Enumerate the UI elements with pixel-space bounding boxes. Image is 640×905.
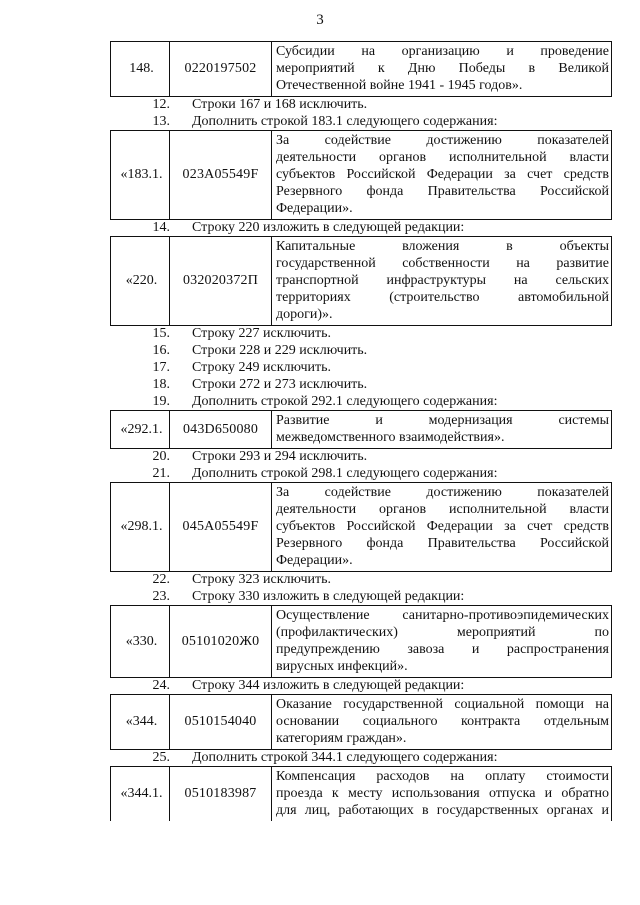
instruction-text: Строки 293 и 294 исключить. — [192, 449, 368, 464]
budget-code-cell: 0510183987 — [170, 767, 272, 821]
table-row — [110, 605, 612, 678]
budget-code-cell: 0220197502 — [170, 42, 272, 96]
instruction-number: 19. — [152, 394, 170, 409]
description-line: (профилактических) мероприятий по — [276, 625, 609, 640]
instruction-number: 16. — [152, 343, 170, 358]
instruction-text: Строку 227 исключить. — [192, 326, 332, 341]
description-line: Федерации». — [276, 201, 353, 216]
description-cell — [272, 42, 611, 96]
instruction-line — [110, 96, 612, 113]
description-line: деятельности органов исполнительной власти — [276, 502, 609, 517]
instruction-number: 13. — [152, 114, 170, 129]
instruction-number: 17. — [152, 360, 170, 375]
description-cell — [272, 411, 611, 448]
instruction-number: 21. — [152, 466, 170, 481]
description-line: Осуществление санитарно-противоэпидемических — [276, 608, 609, 623]
description-cell — [272, 767, 611, 821]
instruction-line — [110, 359, 612, 376]
description-line: деятельности органов исполнительной власти — [276, 150, 609, 165]
description-line: транспортной инфраструктуры на сельских — [276, 273, 609, 288]
instruction-line — [110, 219, 612, 236]
instruction-text: Дополнить строкой 292.1 следующего содержания: — [192, 394, 498, 409]
description-line: Федерации». — [276, 553, 353, 568]
table-row — [110, 766, 612, 821]
instruction-number: 14. — [152, 220, 170, 235]
description-line: межведомственного взаимодействия». — [276, 430, 505, 445]
description-cell — [272, 483, 611, 571]
instruction-line — [110, 749, 612, 766]
instruction-number: 20. — [152, 449, 170, 464]
instruction-number: 25. — [152, 750, 170, 765]
description-line: субъектов Российской Федерации за счет средств — [276, 519, 609, 534]
instruction-text: Дополнить строкой 344.1 следующего содержания: — [192, 750, 498, 765]
instruction-text: Строку 344 изложить в следующей редакции: — [192, 678, 465, 693]
instruction-line — [110, 113, 612, 130]
instruction-line — [110, 342, 612, 359]
row-number-cell: «330. — [111, 606, 170, 677]
row-number-cell: «220. — [111, 237, 170, 325]
description-cell — [272, 606, 611, 677]
description-line: Субсидии на организацию и проведение — [276, 44, 609, 59]
budget-code-cell: 045А05549F — [170, 483, 272, 571]
description-line: предупреждению завоза и распространения — [276, 642, 609, 657]
description-line: территориях (строительство автомобильной — [276, 290, 609, 305]
description-line: вирусных инфекций». — [276, 659, 408, 674]
instruction-number: 18. — [152, 377, 170, 392]
instruction-line — [110, 465, 612, 482]
description-line: За содействие достижению показателей — [276, 133, 609, 148]
table-row — [110, 482, 612, 572]
instruction-line — [110, 325, 612, 342]
table-row — [110, 410, 612, 449]
description-line: Развитие и модернизация системы — [276, 413, 609, 428]
description-line: категориям граждан». — [276, 731, 407, 746]
instruction-number: 23. — [152, 589, 170, 604]
table-row — [110, 130, 612, 220]
budget-code-cell: 043D650080 — [170, 411, 272, 448]
row-number-cell: «292.1. — [111, 411, 170, 448]
instruction-number: 12. — [152, 97, 170, 112]
instruction-number: 22. — [152, 572, 170, 587]
description-line: Отечественной войне 1941 - 1945 годов». — [276, 78, 523, 93]
budget-code-cell: 0510154040 — [170, 695, 272, 749]
instruction-number: 24. — [152, 678, 170, 693]
description-line: Резервного фонда Правительства Российской — [276, 184, 609, 199]
instruction-text: Строку 323 исключить. — [192, 572, 332, 587]
instruction-line — [110, 393, 612, 410]
row-number-cell: «298.1. — [111, 483, 170, 571]
budget-code-cell: 023А05549F — [170, 131, 272, 219]
description-line: Резервного фонда Правительства Российской — [276, 536, 609, 551]
description-line: мероприятий к Дню Победы в Великой — [276, 61, 609, 76]
description-line: Капитальные вложения в объекты — [276, 239, 609, 254]
instruction-line — [110, 677, 612, 694]
instruction-text: Строки 228 и 229 исключить. — [192, 343, 368, 358]
instruction-line — [110, 571, 612, 588]
table-row — [110, 236, 612, 326]
description-line: проезда к месту использования отпуска и обратно — [276, 786, 609, 801]
instruction-text: Строки 167 и 168 исключить. — [192, 97, 368, 112]
description-line: основании социального контракта отдельным — [276, 714, 609, 729]
instruction-number: 15. — [152, 326, 170, 341]
row-number-cell: «344. — [111, 695, 170, 749]
description-line: дороги)». — [276, 307, 333, 322]
instruction-text: Строку 249 исключить. — [192, 360, 332, 375]
page-number: 3 — [316, 12, 324, 28]
description-line: государственной собственности на развитие — [276, 256, 609, 271]
instruction-text: Дополнить строкой 298.1 следующего содержания: — [192, 466, 498, 481]
description-cell — [272, 237, 611, 325]
budget-code-cell: 032020372П — [170, 237, 272, 325]
instruction-line — [110, 588, 612, 605]
instruction-line — [110, 448, 612, 465]
description-line: для лиц, работающих в государственных органах и — [276, 803, 609, 818]
amendment-document — [110, 41, 612, 820]
row-number-cell: 148. — [111, 42, 170, 96]
description-line: Оказание государственной социальной помощи на — [276, 697, 609, 712]
description-cell — [272, 695, 611, 749]
row-number-cell: «183.1. — [111, 131, 170, 219]
description-line: За содействие достижению показателей — [276, 485, 609, 500]
instruction-text: Дополнить строкой 183.1 следующего содержания: — [192, 114, 498, 129]
instruction-text: Строки 272 и 273 исключить. — [192, 377, 368, 392]
instruction-text: Строку 220 изложить в следующей редакции: — [192, 220, 465, 235]
instruction-line — [110, 376, 612, 393]
instruction-text: Строку 330 изложить в следующей редакции: — [192, 589, 465, 604]
description-line: субъектов Российской Федерации за счет средств — [276, 167, 609, 182]
table-row — [110, 41, 612, 97]
table-row — [110, 694, 612, 750]
description-line: Компенсация расходов на оплату стоимости — [276, 769, 609, 784]
description-cell — [272, 131, 611, 219]
row-number-cell: «344.1. — [111, 767, 170, 821]
budget-code-cell: 05101020Ж0 — [170, 606, 272, 677]
